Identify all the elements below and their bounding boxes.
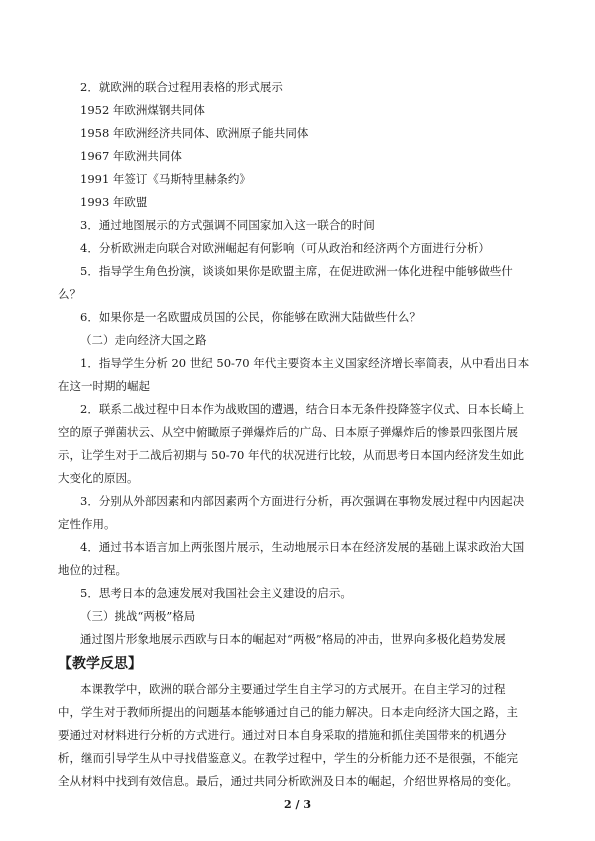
text-line: 1952 年欧洲煤钢共同体	[80, 103, 205, 117]
text-line: 全从材料中找到有效信息。最后，通过共同分析欧洲及日本的崛起，介绍世界格局的变化。	[58, 774, 518, 788]
text-line: 2．联系二战过程中日本作为战败国的遭遇，结合日本无条件投降签字仪式、日本长崎上	[80, 402, 525, 416]
text-line: 4．分析欧洲走向联合对欧洲崛起有何影响（可从政治和经济两个方面进行分析）	[80, 241, 490, 255]
text-line: 析，继而引导学生从中寻找借鉴意义。在教学过程中，学生的分析能力还不是很强，不能完	[58, 751, 518, 765]
text-line: 通过图片形象地展示西欧与日本的崛起对“两极”格局的冲击，世界向多极化趋势发展	[80, 632, 506, 646]
text-line: 2．就欧洲的联合过程用表格的形式展示	[80, 80, 283, 94]
text-line: 在这一时期的崛起	[58, 379, 150, 393]
text-line: 要通过对材料进行分析的方式进行。通过对日本自身采取的措施和抓住美国带来的机遇分	[58, 728, 507, 742]
text-line: 中，学生对于教师所提出的问题基本能够通过自己的能力解决。日本走向经济大国之路，主	[58, 705, 518, 719]
section-title: （二）走向经济大国之路	[80, 333, 207, 347]
text-line: 地位的过程。	[58, 563, 127, 577]
page-number: 2 / 3	[284, 798, 311, 811]
text-line: 么？	[58, 287, 81, 301]
text-line: 1993 年欧盟	[80, 195, 148, 209]
text-line: 1991 年签订《马斯特里赫条约》	[80, 172, 251, 186]
text-line: 3．分别从外部因素和内部因素两个方面进行分析，再次强调在事物发展过程中内因起决	[80, 494, 525, 508]
text-line: 定性作用。	[58, 517, 116, 531]
text-line: 5．思考日本的急速发展对我国社会主义建设的启示。	[80, 586, 352, 600]
text-line: 1967 年欧洲共同体	[80, 149, 182, 163]
text-line: 3．通过地图展示的方式强调不同国家加入这一联合的时间	[80, 218, 375, 232]
text-line: 本课教学中，欧洲的联合部分主要通过学生自主学习的方式展开。在自主学习的过程	[80, 682, 506, 696]
text-line: 空的原子弹菌状云、从空中俯瞰原子弹爆炸后的广岛、日本原子弹爆炸后的惨景四张图片展	[58, 425, 518, 439]
text-line: 4．通过书本语言加上两张图片展示，生动地展示日本在经济发展的基础上谋求政治大国	[80, 540, 525, 554]
text-line: 6．如果你是一名欧盟成员国的公民，你能够在欧洲大陆做些什么？	[80, 310, 421, 324]
text-line: 大变化的原因。	[58, 471, 139, 485]
text-line: 1．指导学生分析 20 世纪 50-70 年代主要资本主义国家经济增长率简表，从中看出日本	[80, 356, 530, 370]
text-line: 示，让学生对于二战后初期与 50-70 年代的状况进行比较，从而思考日本国内经济发生如此	[58, 448, 524, 462]
text-line: 1958 年欧洲经济共同体、欧洲原子能共同体	[80, 126, 309, 140]
reflection-heading: 【教学反思】	[58, 656, 142, 672]
section-title: （三）挑战“两极”格局	[80, 609, 196, 623]
text-line: 5．指导学生角色扮演，谈谈如果你是欧盟主席，在促进欧洲一体化进程中能够做些什	[80, 264, 513, 278]
